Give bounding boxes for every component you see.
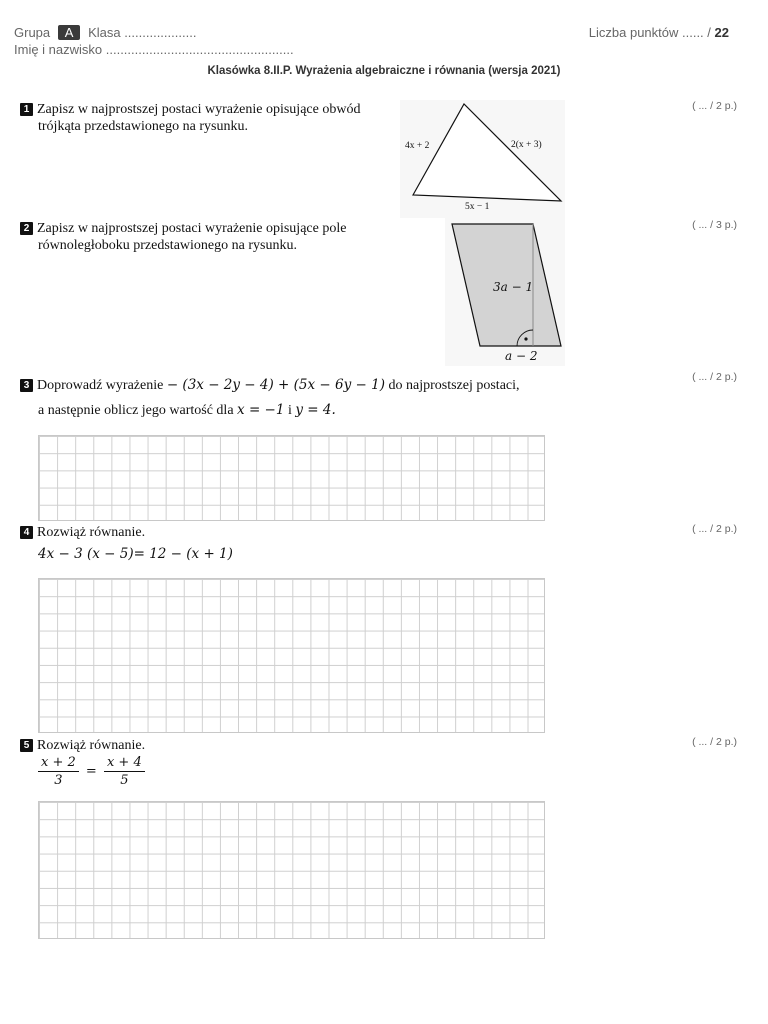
- triangle-figure: [400, 100, 565, 218]
- task-number: 4: [20, 526, 33, 539]
- task-equation: [38, 754, 145, 789]
- task-value-x: x = −1: [237, 402, 285, 418]
- task-1: [20, 101, 360, 135]
- task-expression: − (3x − 2y − 4) + (5x − 6y − 1): [166, 377, 385, 393]
- task-text: równoległoboku przedstawionego na rysunku.: [38, 238, 297, 253]
- equals-sign: =: [85, 764, 97, 779]
- triangle-side-right: 2(x + 3): [511, 140, 542, 150]
- parallelogram-figure: [445, 218, 565, 366]
- page-title: Klasówka 8.II.P. Wyrażenia algebraiczne i równania (wersja 2021): [207, 65, 561, 77]
- fraction-left: [38, 754, 79, 789]
- task-points: ( ... / 2 p.): [692, 100, 737, 112]
- name-line: Imię i nazwisko ....................................................: [14, 42, 294, 57]
- fraction-numerator: x + 4: [104, 754, 145, 772]
- answer-grid[interactable]: [38, 801, 545, 939]
- task-text: Zapisz w najprostszej postaci wyrażenie opisujące obwód: [37, 102, 361, 117]
- task-points: ( ... / 2 p.): [692, 371, 737, 383]
- task-equation: 4x − 3 (x − 5)= 12 − (x + 1): [38, 546, 233, 562]
- task-number: 2: [20, 222, 33, 235]
- class-label: Klasa ....................: [88, 25, 197, 40]
- task-points: ( ... / 3 p.): [692, 219, 737, 231]
- task-text: Rozwiąż równanie.: [37, 525, 146, 540]
- task-points: ( ... / 2 p.): [692, 736, 737, 748]
- fraction-denominator: 5: [120, 773, 129, 788]
- task-value-y: y = 4.: [295, 402, 336, 418]
- base-label: a − 2: [505, 349, 538, 363]
- fraction-right: [104, 754, 145, 789]
- points-label: Liczba punktów ...... /: [588, 25, 711, 40]
- points-total: 22: [714, 25, 729, 40]
- answer-grid[interactable]: [38, 435, 545, 521]
- task-number: 1: [20, 103, 33, 116]
- answer-grid[interactable]: [38, 578, 545, 733]
- group-line: [14, 25, 196, 40]
- triangle-side-bottom: 5x − 1: [465, 202, 490, 212]
- group-badge: A: [58, 25, 81, 40]
- task-number: 5: [20, 739, 33, 752]
- task-2: [20, 220, 346, 254]
- task-points: ( ... / 2 p.): [692, 523, 737, 535]
- task-text: Doprowadź wyrażenie: [37, 378, 164, 393]
- task-text: i: [287, 403, 292, 418]
- task-4: [20, 524, 145, 541]
- task-5: [20, 737, 145, 754]
- group-label: Grupa: [14, 25, 51, 40]
- fraction-numerator: x + 2: [38, 754, 79, 772]
- task-text: Zapisz w najprostszej postaci wyrażenie opisujące pole: [37, 221, 347, 236]
- right-angle-dot: [524, 337, 527, 340]
- points-summary: [589, 25, 729, 40]
- task-text: Rozwiąż równanie.: [37, 738, 146, 753]
- task-number: 3: [20, 379, 33, 392]
- task-text: do najprostszej postaci,: [388, 378, 520, 393]
- task-text: trójkąta przedstawionego na rysunku.: [38, 119, 248, 134]
- fraction-denominator: 3: [54, 773, 63, 788]
- task-3-line2: [38, 402, 336, 419]
- height-label: 3a − 1: [493, 280, 534, 294]
- task-3: [20, 377, 520, 394]
- triangle-side-left: 4x + 2: [405, 141, 430, 151]
- task-text: a następnie oblicz jego wartość dla: [38, 403, 234, 418]
